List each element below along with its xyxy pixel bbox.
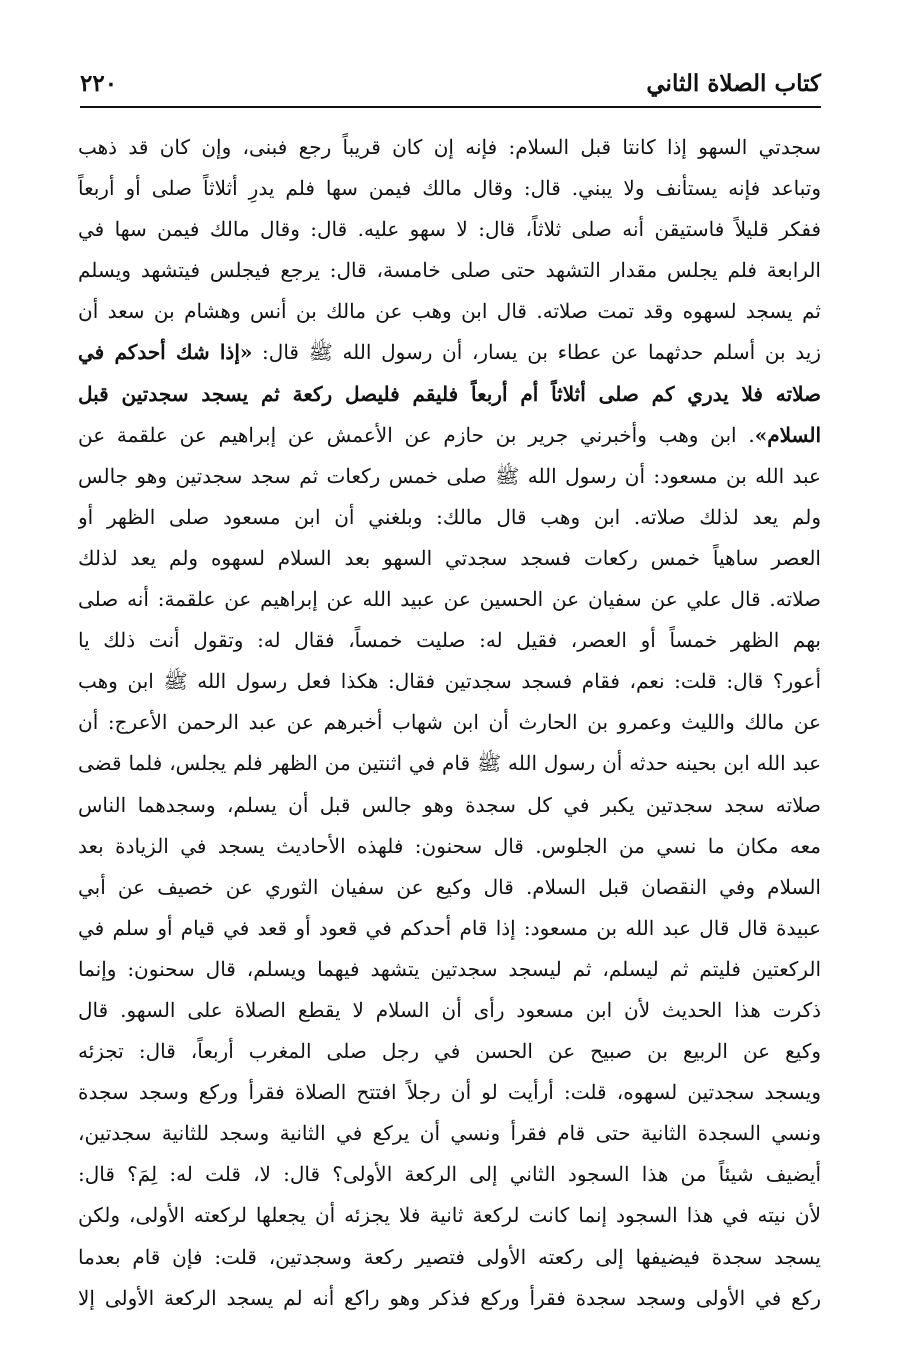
- text-line: صلاته. قال علي عن سفيان عن الحسين عن عبيد الله عن إبراهيم عن علقمة: أنه صلى: [78, 587, 821, 612]
- text-line: وكيع عن الربيع بن صبيح عن الحسن في رجل صلى المغرب أربعاً، قال: تجزئه: [78, 1039, 821, 1064]
- text-line: الركعتين فليتم ثم ليسلم، ثم ليسجد سجدتين يتشهد فيهما ويسلم، قال سحنون: وإنما: [78, 956, 821, 981]
- hadith-quote-line: صلاته فلا يدري كم صلى أثلاثاً أم أربعاً فليقم فليصل ركعة ثم يسجد سجدتين قبل: [78, 381, 821, 406]
- text-line: السلام وفي النقصان قبل السلام. قال وكيع عن سفيان الثوري عن خصيف عن أبي: [78, 874, 821, 899]
- text-line: وتباعد فإنه يستأنف ولا يبني. قال: وقال مالك فيمن سها فلم يدرِ أثلاثاً صلى أو أربعاً: [78, 176, 821, 201]
- text-line: صلاته سجد سجدتين يكبر في كل سجدة وهو جالس قبل أن يسلم، وسجدهما الناس: [78, 792, 821, 817]
- hadith-continuation: . ابن وهب وأخبرني جرير بن حازم عن الأعمش عن إبراهيم عن علقمة عن: [78, 422, 755, 447]
- body-text: [78, 127, 821, 1319]
- text-line: الرابعة فلم يجلس مقدار التشهد حتى صلى خامسة، قال: يرجع فيجلس فيتشهد ويسلم: [78, 258, 821, 283]
- text-line: ولم يعد لذلك صلاته. ابن وهب قال مالك: وبلغني أن ابن مسعود صلى الظهر أو: [78, 504, 821, 529]
- text-line: [78, 415, 821, 456]
- hadith-intro: زيد بن أسلم حدثهما عن عطاء بن يسار، أن رسول الله ﷺ قال:: [252, 340, 821, 365]
- text-line: عبيدة قال قال عبد الله بن مسعود: إذا قام أحدكم في قعود أو قعد في قيام أو سلم في: [78, 915, 821, 940]
- text-line: عبد الله بن مسعود: أن رسول الله ﷺ صلى خمس ركعات ثم سجد سجدتين وهو جالس: [78, 463, 821, 488]
- text-line: ركع في الأولى وسجد سجدة فقرأ وركع فذكر وهو راكع أنه لم يسجد الركعة الأولى إلا: [78, 1285, 821, 1310]
- text-line: العصر ساهياً خمس ركعات فسجد سجدتي السهو بعد السلام لسهوه ولم يعد لذلك: [78, 545, 821, 570]
- text-line: ففكر قليلاً فاستيقن أنه صلى ثلاثاً، قال: لا سهو عليه. قال: وقال مالك فيمن سها في: [78, 217, 821, 242]
- text-line: أعور؟ قال: قلت: نعم، فقام فسجد سجدتين فقال: هكذا فعل رسول الله ﷺ ابن وهب: [78, 669, 821, 694]
- text-line: ذكرت هذا الحديث لأن ابن مسعود رأى أن السلام لا يقطع الصلاة على السهو. قال: [78, 997, 821, 1022]
- text-line: معه مكان ما نسي من الجلوس. قال سحنون: فلهذه الأحاديث يسجد في الزيادة بعد: [78, 833, 821, 858]
- text-line: ويسجد سجدتين لسهوه، قلت: أرأيت لو أن رجلاً افتتح الصلاة فقرأ وركع وسجد سجدة: [78, 1080, 821, 1105]
- text-line: سجدتي السهو إذا كانتا قبل السلام: فإنه إن كان قريباً رجع فبنى، وإن كان قد ذهب: [78, 135, 821, 159]
- header-rule: [80, 106, 821, 108]
- page-number: ٢٢٠: [80, 70, 118, 97]
- text-line: لأن نيته في هذا السجود إنما كانت لركعة ثانية فلا يجزئه أن يجعلها لركعته الأولى، ولكن: [78, 1203, 821, 1228]
- text-line: [78, 332, 821, 373]
- text-line: عبد الله ابن بحينه حدثه أن رسول الله ﷺ قام في اثنتين من الظهر فلم يجلس، فلما قضى: [78, 751, 821, 776]
- page-header: [80, 62, 821, 106]
- text-line: عن مالك والليث وعمرو بن الحارث أن ابن شهاب أخبرهم عن عبد الرحمن الأعرج: أن: [78, 710, 821, 735]
- hadith-quote-start: «إذا شك أحدكم في: [78, 340, 253, 365]
- text-line: بهم الظهر خمساً أو العصر، فقيل له: صليت خمساً، فقال له: وتقول أنت ذلك يا: [78, 628, 821, 653]
- text-line: ثم يسجد لسهوه وقد تمت صلاته. قال ابن وهب عن مالك بن أنس وهشام بن سعد أن: [78, 299, 821, 324]
- text-line: يسجد سجدة فيضيفها إلى ركعته الأولى فتصير ركعة وسجدتين، قلت: فإن قام بعدما: [78, 1244, 821, 1269]
- hadith-quote-end: السلام»: [754, 422, 821, 447]
- text-line: أيضيف شيئاً من هذا السجود الثاني إلى الركعة الأولى؟ قال: لا، قلت له: لِمَ؟ قال:: [78, 1162, 821, 1187]
- running-title: كتاب الصلاة الثاني: [646, 70, 821, 97]
- text-line: ونسي السجدة الثانية حتى قام فقرأ ونسي أن يركع في الثانية وسجد للثانية سجدتين،: [78, 1121, 821, 1146]
